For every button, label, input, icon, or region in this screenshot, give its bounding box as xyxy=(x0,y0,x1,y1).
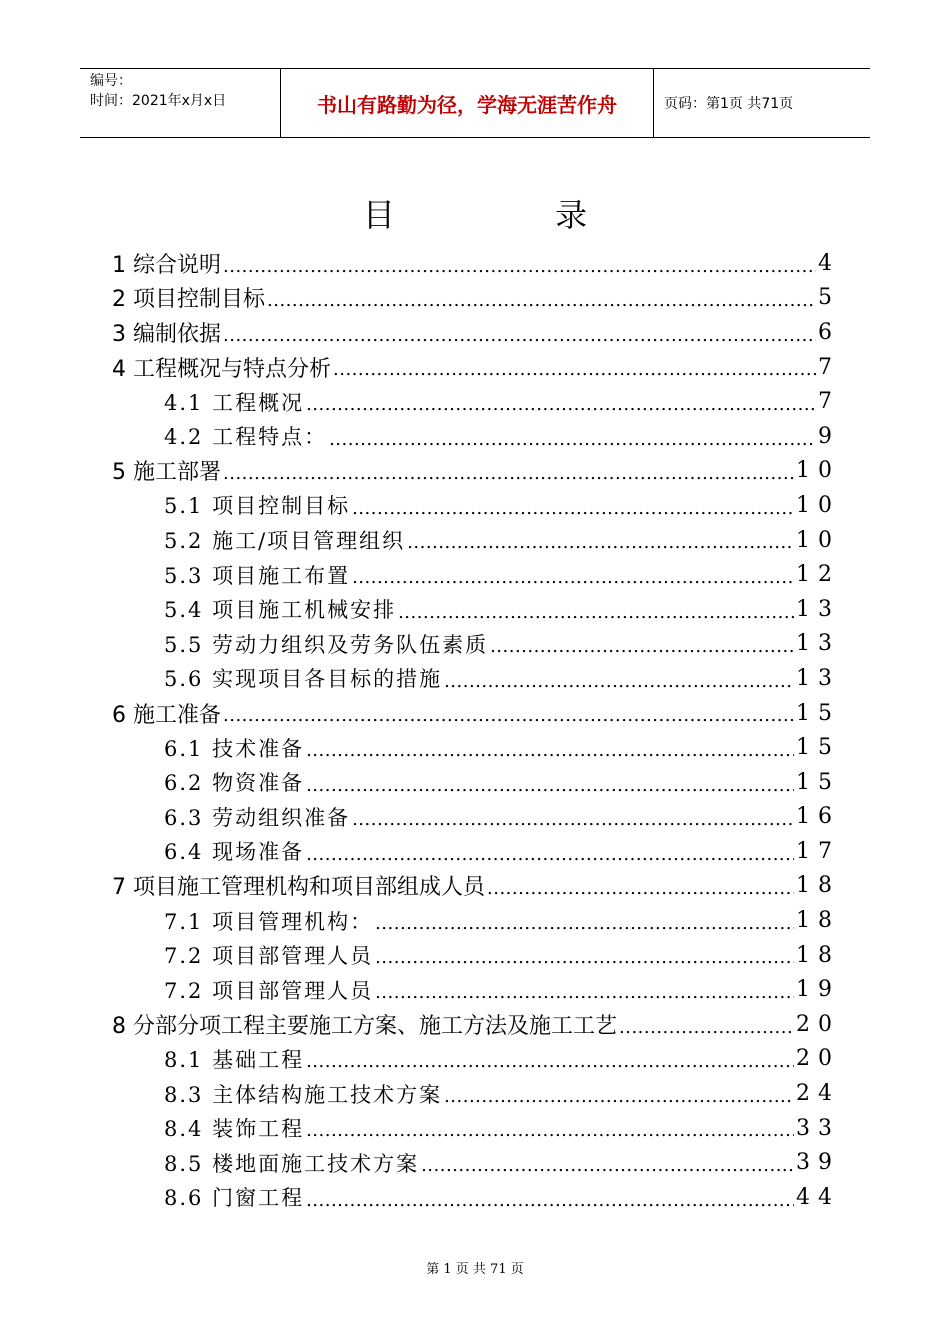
toc-entry-page: 39 xyxy=(796,1150,840,1176)
toc-entry-page: 10 xyxy=(796,492,840,518)
page-header xyxy=(80,68,870,138)
toc-entry[interactable] xyxy=(112,592,840,627)
toc-entry[interactable] xyxy=(112,730,840,765)
toc-leader-dots xyxy=(267,292,816,315)
toc-entry-label: 7.2 项目部管理人员 xyxy=(164,944,374,969)
toc-leader-dots xyxy=(223,707,794,730)
toc-entry[interactable] xyxy=(112,661,840,696)
toc-entry-label: 5.5 劳动力组织及劳务队伍素质 xyxy=(164,632,489,657)
toc-title-char-2: 录 xyxy=(555,196,588,234)
header-page-info: 页码：第1页 共71页 xyxy=(664,96,794,112)
toc-leader-dots xyxy=(306,777,794,800)
toc-entry-page: 18 xyxy=(796,908,840,934)
toc-leader-dots xyxy=(333,361,816,384)
toc-entry-page: 6 xyxy=(818,319,840,345)
header-meta xyxy=(80,69,281,137)
toc-entry-label: 6 施工准备 xyxy=(112,702,221,728)
header-motto: 书山有路勤为径，学海无涯苦作舟 xyxy=(281,69,654,137)
toc-entry-page: 33 xyxy=(796,1115,840,1141)
toc-entry-page: 20 xyxy=(796,1011,840,1037)
toc-entry-label: 5.4 项目施工机械安排 xyxy=(164,598,397,623)
toc-leader-dots xyxy=(375,949,794,972)
toc-entry-page: 18 xyxy=(796,942,840,968)
toc-entry[interactable] xyxy=(112,419,840,454)
toc-entry[interactable] xyxy=(112,1007,840,1042)
toc-entry-page: 7 xyxy=(818,389,840,415)
toc-entry-label: 8.6 门窗工程 xyxy=(164,1186,305,1211)
toc-entry[interactable] xyxy=(112,834,840,869)
toc-entry[interactable] xyxy=(112,938,840,973)
toc-entry[interactable] xyxy=(112,454,840,489)
toc-entry-label: 3 编制依据 xyxy=(112,321,221,347)
toc-entry[interactable] xyxy=(112,627,840,662)
toc-entry-page: 19 xyxy=(796,977,840,1003)
toc-entry-page: 15 xyxy=(796,769,840,795)
toc-entry-page: 10 xyxy=(796,458,840,484)
toc-entry-page: 16 xyxy=(796,804,840,830)
toc-entry[interactable] xyxy=(112,1180,840,1215)
toc-entry[interactable] xyxy=(112,972,840,1007)
toc-entry-page: 12 xyxy=(796,562,840,588)
toc-leader-dots xyxy=(306,1053,794,1076)
toc-entry-label: 5.1 项目控制目标 xyxy=(164,494,351,519)
toc-entry-label: 4 工程概况与特点分析 xyxy=(112,356,331,382)
toc-entry-label: 8.3 主体结构施工技术方案 xyxy=(164,1082,443,1107)
toc-entry-label: 6.1 技术准备 xyxy=(164,736,305,761)
toc-entry-label: 1 综合说明 xyxy=(112,252,221,278)
toc-entry-page: 9 xyxy=(818,423,840,449)
toc-entry[interactable] xyxy=(112,1076,840,1111)
toc-entry[interactable] xyxy=(112,557,840,592)
toc-entry-page: 17 xyxy=(796,838,840,864)
toc-entry-label: 2 项目控制目标 xyxy=(112,287,265,313)
toc-entry-page: 13 xyxy=(796,665,840,691)
toc-leader-dots xyxy=(490,638,794,661)
toc-leader-dots xyxy=(375,915,794,938)
toc-entry[interactable] xyxy=(112,384,840,419)
toc-entry[interactable] xyxy=(112,1042,840,1077)
toc-entry-label: 6.4 现场准备 xyxy=(164,840,305,865)
toc-entry-page: 24 xyxy=(796,1081,840,1107)
toc-leader-dots xyxy=(306,396,816,419)
toc-leader-dots xyxy=(375,984,794,1007)
toc-entry-page: 44 xyxy=(796,1184,840,1210)
toc-entry-label: 6.3 劳动组织准备 xyxy=(164,805,351,830)
toc-leader-dots xyxy=(398,604,794,627)
toc-entry[interactable] xyxy=(112,765,840,800)
toc-leader-dots xyxy=(223,465,794,488)
toc-entry[interactable] xyxy=(112,488,840,523)
toc-leader-dots xyxy=(352,811,794,834)
toc-entry-page: 5 xyxy=(818,285,840,311)
toc-entry[interactable] xyxy=(112,281,840,316)
toc-entry-page: 10 xyxy=(796,527,840,553)
document-time-label: 时间：2021年x月x日 xyxy=(90,93,227,109)
toc-entry-label: 7.2 项目部管理人员 xyxy=(164,978,374,1003)
toc-entry-label: 7.1 项目管理机构： xyxy=(164,909,374,934)
toc-leader-dots xyxy=(619,1019,794,1042)
toc-entry-label: 5.3 项目施工布置 xyxy=(164,563,351,588)
toc-entry-label: 4.2 工程特点： xyxy=(164,425,328,450)
toc-entry-page: 7 xyxy=(818,354,840,380)
toc-entry-label: 7 项目施工管理机构和项目部组成人员 xyxy=(112,875,485,901)
toc-entry[interactable] xyxy=(112,350,840,385)
toc-entry-page: 13 xyxy=(796,631,840,657)
toc-leader-dots xyxy=(306,742,794,765)
toc-leader-dots xyxy=(223,258,816,281)
toc-entry-label: 5.6 实现项目各目标的措施 xyxy=(164,667,443,692)
toc-leader-dots xyxy=(306,1122,794,1145)
toc-entry[interactable] xyxy=(112,523,840,558)
toc-entry-label: 5 施工部署 xyxy=(112,460,221,486)
toc-entry-page: 20 xyxy=(796,1046,840,1072)
toc-leader-dots xyxy=(444,1088,794,1111)
toc-leader-dots xyxy=(223,327,816,350)
toc-leader-dots xyxy=(306,846,794,869)
toc-leader-dots xyxy=(487,880,794,903)
toc-entry[interactable] xyxy=(112,1145,840,1180)
toc-title xyxy=(0,190,950,236)
toc-leader-dots xyxy=(352,500,794,523)
document-number-label: 编号： xyxy=(90,73,132,89)
toc-entry[interactable] xyxy=(112,246,840,281)
toc-leader-dots xyxy=(352,569,794,592)
toc-entry[interactable] xyxy=(112,315,840,350)
toc-entry-page: 4 xyxy=(818,250,840,276)
table-of-contents xyxy=(112,246,840,1215)
toc-leader-dots xyxy=(407,534,794,557)
toc-entry[interactable] xyxy=(112,800,840,835)
toc-leader-dots xyxy=(329,431,816,454)
toc-entry-label: 8.4 装饰工程 xyxy=(164,1117,305,1142)
page-footer: 第 1 页 共 71 页 xyxy=(426,1262,524,1277)
toc-entry-page: 15 xyxy=(796,735,840,761)
toc-entry-label: 4.1 工程概况 xyxy=(164,390,305,415)
toc-leader-dots xyxy=(421,1157,794,1180)
toc-entry-page: 15 xyxy=(796,700,840,726)
toc-entry-label: 8.1 基础工程 xyxy=(164,1047,305,1072)
toc-entry[interactable] xyxy=(112,869,840,904)
toc-entry[interactable] xyxy=(112,903,840,938)
toc-entry-label: 5.2 施工/项目管理组织 xyxy=(164,529,406,554)
toc-entry-page: 18 xyxy=(796,873,840,899)
toc-leader-dots xyxy=(306,1192,794,1215)
toc-entry-label: 8 分部分项工程主要施工方案、施工方法及施工工艺 xyxy=(112,1013,617,1039)
toc-entry[interactable] xyxy=(112,696,840,731)
toc-entry-page: 13 xyxy=(796,596,840,622)
toc-entry-label: 8.5 楼地面施工技术方案 xyxy=(164,1151,420,1176)
toc-entry-label: 6.2 物资准备 xyxy=(164,771,305,796)
toc-entry[interactable] xyxy=(112,1111,840,1146)
toc-title-char-1: 目 xyxy=(362,196,395,234)
toc-leader-dots xyxy=(444,673,794,696)
